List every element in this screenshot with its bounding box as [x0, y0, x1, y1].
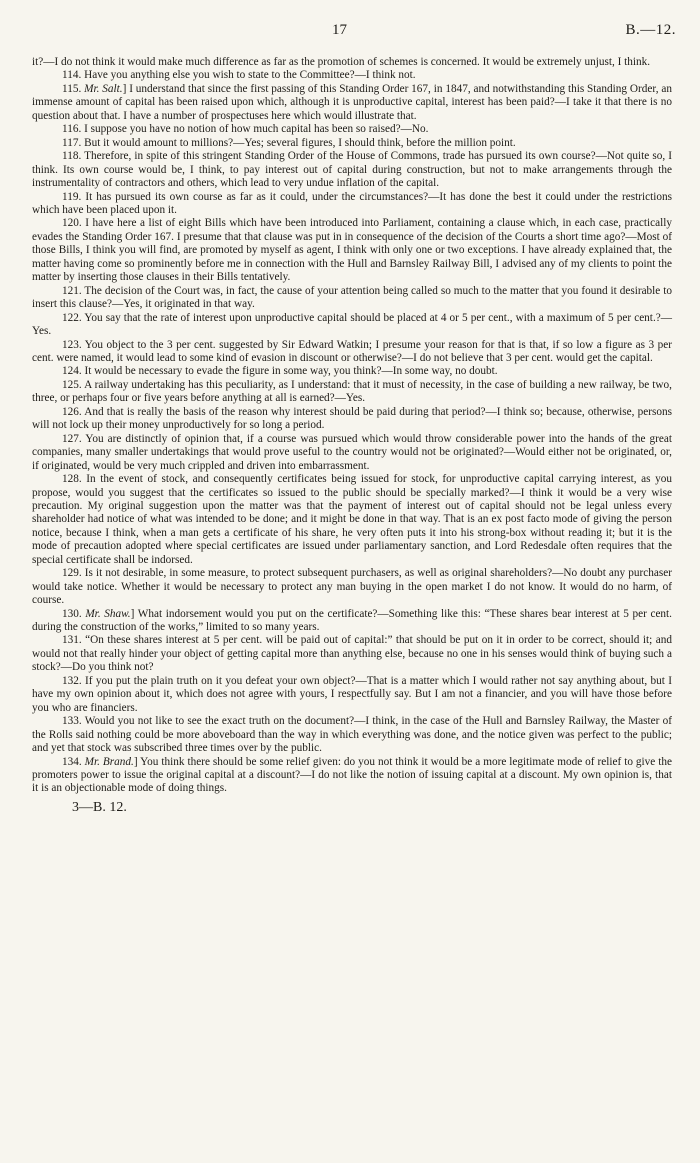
paragraph-text: 131. “On these shares interest at 5 per cent. will be paid out of capital:” that should be put on it in order to be correct, should it; and would not that really hinder your object of getting capital more than anything else, because no one in his senses would think of buying such a stock?—Do you think not? — [32, 634, 672, 674]
paragraph-text: 127. You are distinctly of opinion that, if a course was pursued which would throw considerable power into the hands of the great companies, many smaller undertakings that would prove useful to the country would not be originated?—Would either not be originated, or, if originated, would be very much crippled and driven into embarrassment. — [32, 432, 672, 472]
speaker-name: Mr. Brand. — [84, 755, 134, 768]
testimony-paragraph — [32, 473, 672, 567]
testimony-paragraph — [32, 69, 672, 82]
testimony-paragraph — [32, 567, 672, 607]
testimony-paragraph — [32, 756, 672, 796]
testimony-paragraph — [32, 715, 672, 755]
testimony-paragraph — [32, 634, 672, 674]
testimony-paragraph — [32, 217, 672, 284]
paragraph-text: ] You think there should be some relief given: do you not think it would be a more legitimate mode of relief to give the promoters power to issue the original capital at a discount?—I do not like the notion of issuing capital at a discount. My own opinion is, that it is an objectionable mode of doing things. — [32, 755, 672, 795]
testimony-paragraph — [32, 137, 672, 150]
speaker-name: Mr. Shaw. — [85, 607, 131, 620]
paragraph-text: 120. I have here a list of eight Bills which have been introduced into Parliament, containing a clause which, in each case, practically evades the Standing Order 167. I presume that that clause was put in in consequence of the decision of the Courts a short time ago?—Most of those Bills, I think you will find, are promoted by myself as agent, I think with only one or two exceptions. I have already explained that, the matter having come so prominently before me in connection with the Hull and Barnsley Railway Bill, I advised any of my clients to point the matter by inserting those clauses in their Bills tentatively. — [32, 217, 672, 284]
testimony-paragraph — [32, 123, 672, 136]
paragraph-text: 123. You object to the 3 per cent. suggested by Sir Edward Watkin; I presume your reason for that is that, if so low a figure as 3 per cent. were named, it would lead to some kind of evasion in discount or otherwise?—I do not believe that 3 per cent. would get the capital. — [32, 338, 672, 364]
testimony-paragraph — [32, 365, 672, 378]
signature-mark: 3—B. 12. — [72, 799, 127, 815]
testimony-paragraph — [32, 608, 672, 635]
paragraph-text: 121. The decision of the Court was, in fact, the cause of your attention being called so much to the matter that you found it desirable to insert this clause?—Yes, it originated in that way. — [32, 284, 672, 311]
paragraph-text: ] I understand that since the first passing of this Standing Order 167, in 1847, and notwithstanding this Standing Order, an immense amount of capital has been raised upon which, although it is unproductive capital, interest has been paid?—I take it that there is no question about that. I have a number of prospectuses here which would illustrate that. — [32, 82, 672, 122]
paragraph-text: ] What indorsement would you put on the certificate?—Something like this: “These shares bear interest at 5 per cent. during the construction of the works,” limited to so many years. — [32, 607, 672, 634]
page-header — [32, 22, 676, 52]
paragraph-text: 133. Would you not like to see the exact truth on the document?—I think, in the case of the Hull and Barnsley Railway, the Master of the Rolls said nothing could be more aboveboard than the way in which everything was done, and the notice given was perfect to the public; and yet that stock was subscribed three times over by the public. — [32, 715, 672, 755]
paragraph-text: 132. If you put the plain truth on it you defeat your own object?—That is a matter which I would rather not say anything about, but I have my own opinion about it, which does not agree with yours, I respectfully say. But I am not a financier, and you will have those before you who are financiers. — [32, 674, 672, 714]
testimony-paragraph — [32, 56, 672, 69]
paragraph-text: 117. But it would amount to millions?—Yes; several figures, I should think, before the million point. — [62, 136, 516, 149]
paragraph-text: 122. You say that the rate of interest upon unproductive capital should be placed at 4 or 5 per cent., with a maximum of 5 per cent.?—Yes. — [32, 311, 672, 338]
document-body — [32, 56, 672, 796]
speaker-name: Mr. Salt. — [84, 82, 123, 95]
testimony-paragraph — [32, 379, 672, 406]
paragraph-text: 116. I suppose you have no notion of how much capital has been so raised?—No. — [62, 123, 429, 136]
testimony-paragraph — [32, 312, 672, 339]
testimony-paragraph — [32, 191, 672, 218]
paragraph-text: 128. In the event of stock, and consequently certificates being issued for stock, for unproductive capital carrying interest, as you propose, would you suggest that the certificates so issued to the public should be specially marked?—I think it would be a very wise precaution. My original suggestion upon the matter was that the payment of interest out of capital should not be legal unless every shareholder had notice of what was intended to be done; and it might be done in that way. That is an ex post facto mode of giving the person notice, because I think, when a man gets a certificate of his share, he very often puts it into his strong-box without reading it; but it is the mode of precaution adopted where special certificates are issued under parliamentary sanction, and Lord Redesdale often requires that the special certificate shall be indorsed. — [32, 473, 672, 566]
paragraph-text: 114. Have you anything else you wish to state to the Committee?—I think not. — [62, 69, 416, 82]
paragraph-text: 118. Therefore, in spite of this stringent Standing Order of the House of Commons, trade has pursued its own course?—Not quite so, I think. Its own course would be, I think, to pay interest out of capital during construction, but not to make arrangements through the instrumentality of contractors and others, which lead to very undue inflation of the capital. — [32, 150, 672, 190]
testimony-paragraph — [32, 83, 672, 123]
paper-reference: B.—12. — [625, 22, 676, 38]
paragraph-text: 126. And that is really the basis of the reason why interest should be paid during that period?—I think so; because, otherwise, persons will not lock up their money unproductively for so long a period. — [32, 405, 672, 432]
testimony-paragraph — [32, 433, 672, 473]
page-number: 17 — [332, 22, 347, 38]
document-page — [32, 22, 676, 816]
question-number: 130. — [62, 607, 86, 620]
testimony-paragraph — [32, 150, 672, 190]
testimony-paragraph — [32, 285, 672, 312]
testimony-paragraph — [32, 675, 672, 715]
testimony-paragraph — [32, 406, 672, 433]
question-number: 115. — [62, 82, 85, 95]
paragraph-text: 125. A railway undertaking has this peculiarity, as I understand: that it must of necessity, in the case of building a new railway, be two, three, or perhaps four or five years before anything at all is earned?—Yes. — [32, 378, 672, 405]
paragraph-text: it?—I do not think it would make much difference as far as the promotion of schemes is concerned. It would be extremely unjust, I think. — [32, 56, 651, 68]
question-number: 134. — [62, 755, 85, 768]
paragraph-text: 124. It would be necessary to evade the figure in some way, you think?—In some way, no doubt. — [62, 365, 498, 378]
testimony-paragraph — [32, 339, 672, 366]
page-footer — [32, 800, 672, 816]
paragraph-text: 129. Is it not desirable, in some measure, to protect subsequent purchasers, as well as original shareholders?—No doubt any purchaser would take notice. Whether it would be necessary to protect any man buying in the open market I do not know. It would do no harm, of course. — [32, 567, 672, 607]
paragraph-text: 119. It has pursued its own course as far as it could, under the circumstances?—It has done the best it could under the restrictions which have been placed upon it. — [32, 190, 672, 216]
